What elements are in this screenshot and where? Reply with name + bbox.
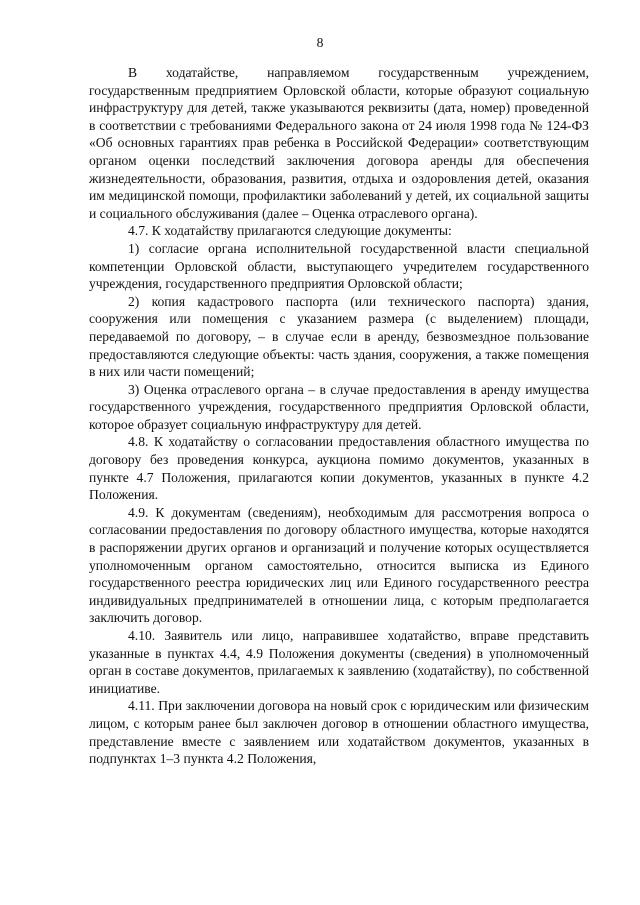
paragraph-4-7-item-2: 2) копия кадастрового паспорта (или технического паспорта) здания, сооружения или помещения с указанием размера (с выделением) площади, передаваемой по договору, – в случае если в аренду, безвозмездное пользование предоставляются следующие объекты: часть здания, сооружения, а также помещения в них или части помещений; xyxy=(89,293,589,380)
document-body xyxy=(89,64,589,768)
paragraph-4-8: 4.8. К ходатайству о согласовании предоставления областного имущества по договору без проведения конкурса, аукциона помимо документов, указанных в пункте 4.7 Положения, прилагаются копии документов, указанных в пункте 4.2 Положения. xyxy=(89,434,589,503)
paragraph-lease-petition-details: В ходатайстве, направляемом государственным учреждением, государственным предприятием Орловской области, которые образуют социальную инфраструктуру для детей, также указываются реквизиты (дата, номер) проведенной в соответствии с требованиями Федерального закона от 24 июля 1998 года № 124-ФЗ «Об основных гарантиях прав ребенка в Российской Федерации» соответствующим органом оценки последствий заключения договора аренды для обеспечения жизнедеятельности, образования, развития, отдыха и оздоровления детей, оказания им медицинской помощи, профилактики заболеваний у детей, их социальной защиты и социального обслуживания (далее – Оценка отраслевого органа). xyxy=(89,65,589,221)
page-number: 8 xyxy=(316,35,324,50)
paragraph-4-7: 4.7. К ходатайству прилагаются следующие документы: xyxy=(128,223,452,239)
paragraph-4-11: 4.11. При заключении договора на новый срок с юридическим или физическим лицом, с которым ранее был заключен договор в отношении областного имущества, представление вместе с заявлением или ходатайством документов, указанных в подпунктах 1–3 пункта 4.2 Положения, xyxy=(89,698,589,767)
paragraph-4-9: 4.9. К документам (сведениям), необходимым для рассмотрения вопроса о согласовании предоставления по договору областного имущества, которые находятся в распоряжении других органов и организаций и получение которых осуществляется уполномоченным органом самостоятельно, относится выписка из Единого государственного реестра юридических лиц или Единого государственного реестра индивидуальных предпринимателей в отношении лица, с которым предполагается заключить договор. xyxy=(89,504,589,626)
paragraph-4-10: 4.10. Заявитель или лицо, направившее ходатайство, вправе представить указанные в пунктах 4.4, 4.9 Положения документы (сведения) в уполномоченный орган в составе документов, прилагаемых к заявлению (ходатайству), по собственной инициативе. xyxy=(89,628,589,696)
paragraph-4-7-item-3: 3) Оценка отраслевого органа – в случае предоставления в аренду имущества государственного учреждения, государственного предприятия Орловской области, которое образует социальную инфраструктуру для детей. xyxy=(89,381,589,432)
paragraph-4-7-item-1: 1) согласие органа исполнительной государственной власти специальной компетенции Орловской области, выступающего учредителем государственного учреждения, государственного предприятия Орловской области; xyxy=(89,240,589,292)
